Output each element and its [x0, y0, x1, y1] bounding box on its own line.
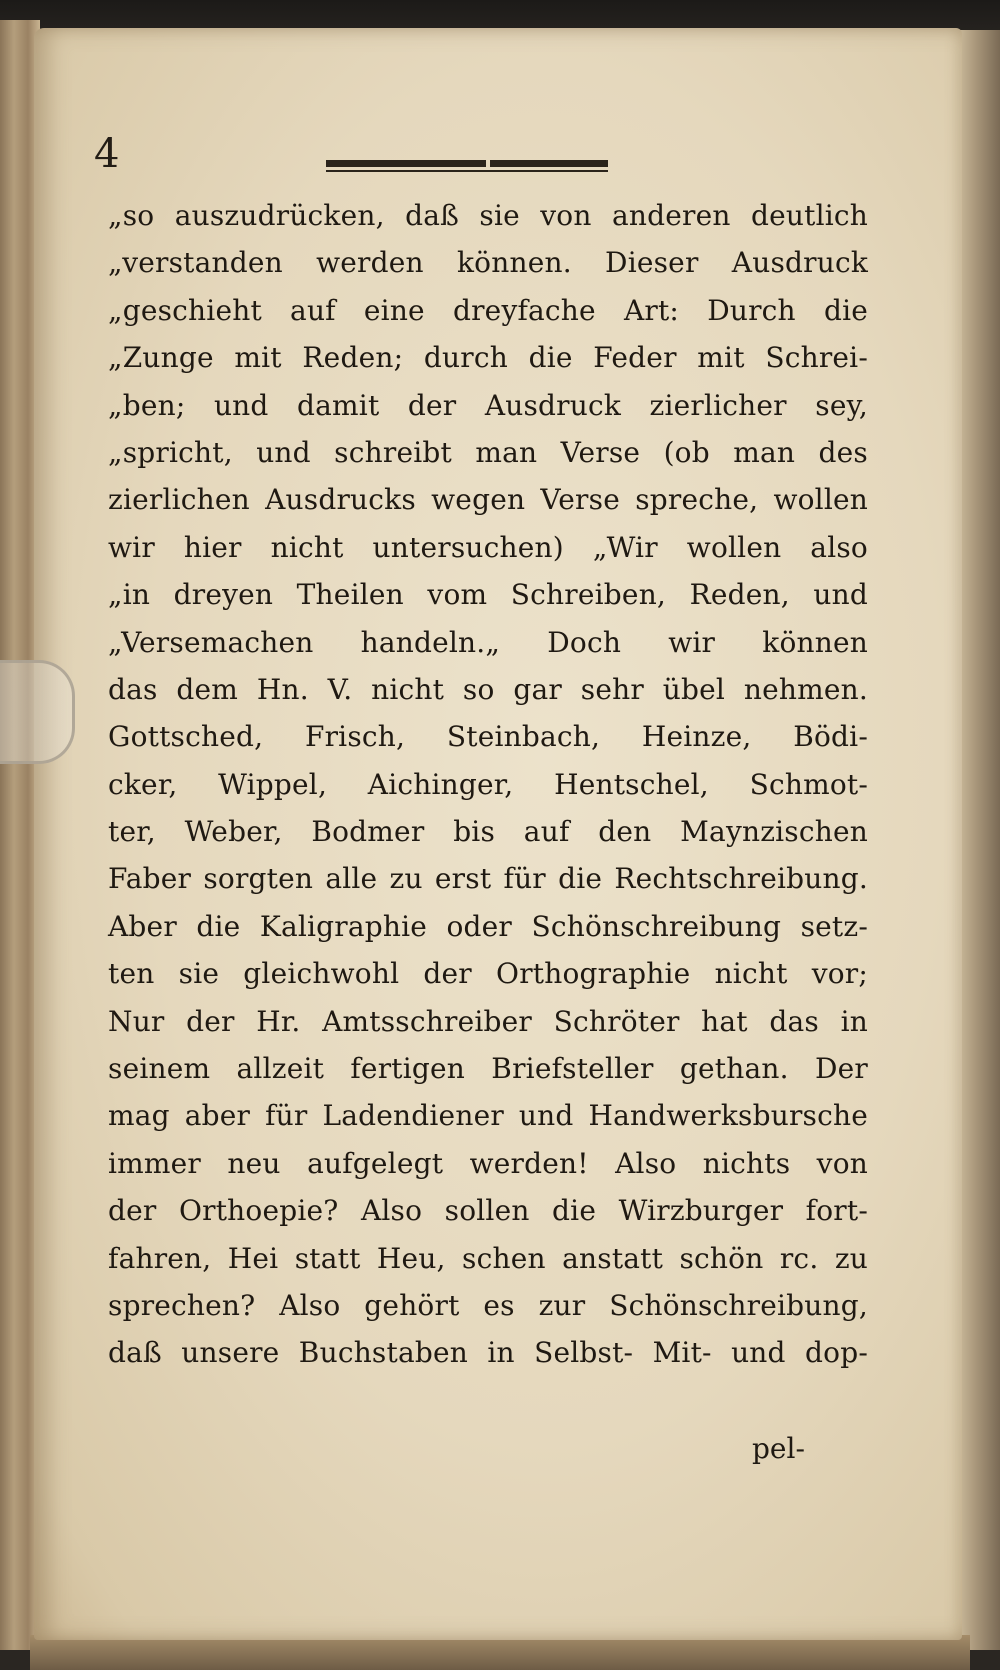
text-line: „verstanden werden können. Dieser Ausdruck	[108, 246, 868, 280]
text-line: „in dreyen Theilen vom Schreiben, Reden, und	[108, 578, 868, 612]
page-number: 4	[94, 131, 120, 177]
text-line: „ben; und damit der Ausdruck zierlicher sey,	[108, 388, 868, 422]
text-line: ter, Weber, Bodmer bis auf den Maynzischen	[108, 815, 868, 849]
text-line: ten sie gleichwohl der Orthographie nicht vor;	[108, 957, 868, 991]
text-line: sprechen? Also gehört es zur Schönschreibung,	[108, 1288, 868, 1322]
text-line: fahren, Hei statt Heu, schen anstatt schön rc. zu	[108, 1241, 868, 1275]
text-line: „geschieht auf eine dreyfache Art: Durch die	[108, 293, 868, 327]
book-bottom-edge	[30, 1635, 970, 1670]
text-line: „spricht, und schreibt man Verse (ob man des	[108, 435, 868, 469]
header-rule-ornament	[326, 160, 608, 178]
book-fore-edge-right	[960, 30, 1000, 1650]
text-line: „Zunge mit Reden; durch die Feder mit Schrei-	[108, 341, 868, 375]
text-line: daß unsere Buchstaben in Selbst- Mit- und dop-	[108, 1336, 868, 1370]
text-line: Gottsched, Frisch, Steinbach, Heinze, Bödi-	[108, 720, 868, 754]
text-line: mag aber für Ladendiener und Handwerksbursche	[108, 1099, 868, 1133]
text-line: „so auszudrücken, daß sie von anderen deutlich	[108, 199, 868, 232]
text-line: immer neu aufgelegt werden! Also nichts von	[108, 1146, 868, 1180]
text-line: der Orthoepie? Also sollen die Wirzburger fort-	[108, 1194, 868, 1228]
text-line: Faber sorgten alle zu erst für die Rechtschreibung.	[108, 862, 868, 896]
body-text	[108, 192, 868, 1377]
text-line: das dem Hn. V. nicht so gar sehr übel nehmen.	[108, 672, 868, 706]
text-line: zierlichen Ausdrucks wegen Verse spreche, wollen	[108, 483, 868, 517]
text-line: wir hier nicht untersuchen) „Wir wollen also	[108, 530, 868, 564]
bookmark-clip	[0, 660, 75, 764]
text-line: Aber die Kaligraphie oder Schönschreibung setz-	[108, 909, 868, 943]
text-line: seinem allzeit fertigen Briefsteller gethan. Der	[108, 1052, 868, 1086]
text-line: cker, Wippel, Aichinger, Hentschel, Schmot-	[108, 767, 868, 801]
text-line: Nur der Hr. Amtsschreiber Schröter hat das in	[108, 1004, 868, 1038]
text-line: „Versemachen handeln.„ Doch wir können	[108, 625, 868, 659]
catchword: pel-	[752, 1432, 805, 1465]
